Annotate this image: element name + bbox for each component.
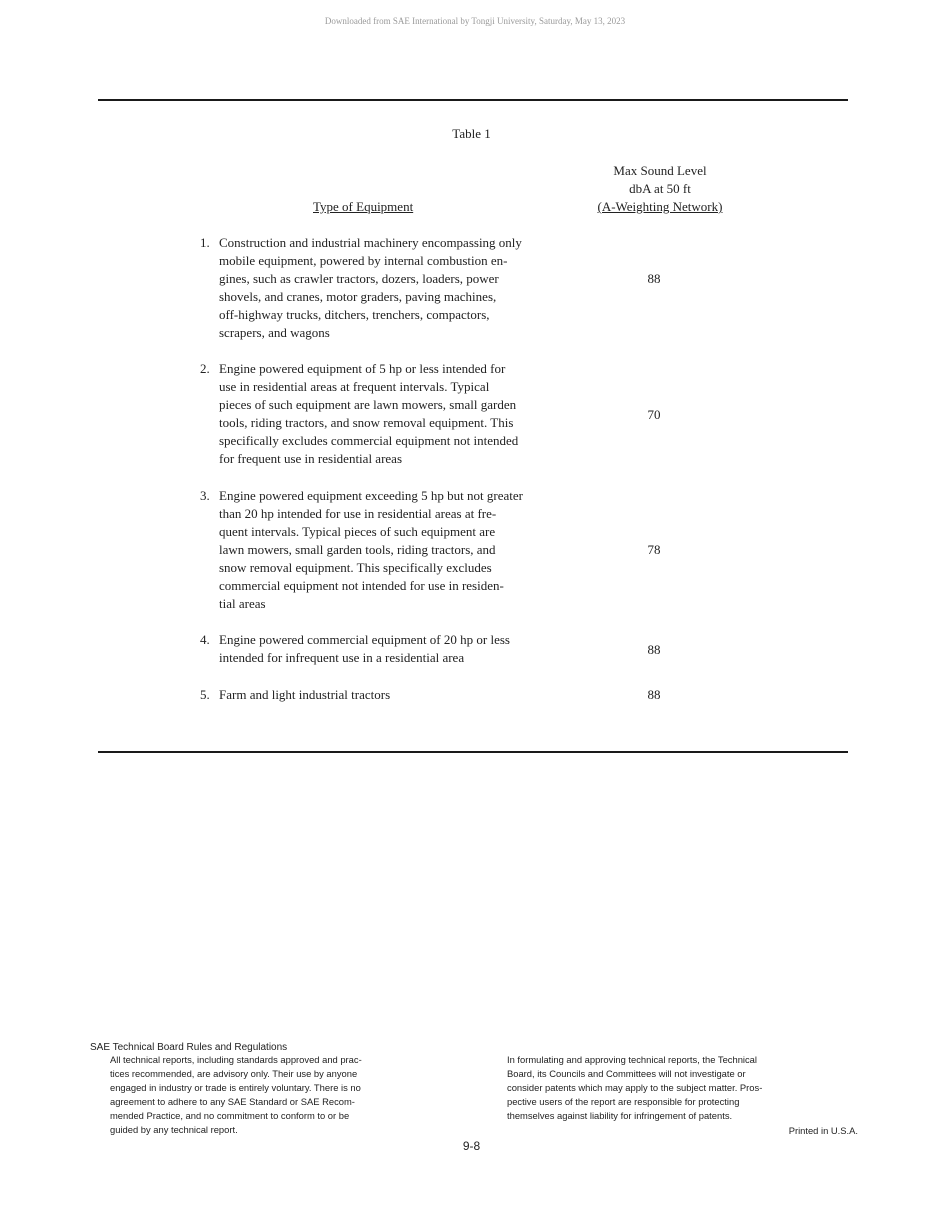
column-header-equipment-type: Type of Equipment xyxy=(313,199,414,214)
table-title: Table 1 xyxy=(452,126,491,141)
row-description xyxy=(219,487,589,613)
description-line: pieces of such equipment are lawn mowers, small garden xyxy=(219,397,517,412)
row-number: 1. xyxy=(200,235,210,250)
row-number: 4. xyxy=(200,632,210,647)
description-line: gines, such as crawler tractors, dozers, loaders, power xyxy=(219,271,499,286)
description-line: Engine powered equipment of 5 hp or less intended for xyxy=(219,361,506,376)
printed-in-note: Printed in U.S.A. xyxy=(788,1125,858,1136)
description-line: Engine powered commercial equipment of 20 hp or less xyxy=(219,632,510,647)
description-line: tools, riding tractors, and snow removal equipment. This xyxy=(219,415,514,430)
footer-line: agreement to adhere to any SAE Standard or SAE Recom- xyxy=(110,1096,355,1107)
row-sound-level: 88 xyxy=(647,642,661,657)
footer-disclaimer-right xyxy=(507,1053,859,1123)
row-sound-level: 78 xyxy=(647,542,661,557)
row-sound-level: 70 xyxy=(647,407,661,422)
row-description xyxy=(219,686,589,704)
description-line: snow removal equipment. This specifically excludes xyxy=(219,560,492,575)
page-number: 9-8 xyxy=(462,1139,481,1153)
column-header-level-line: dbA at 50 ft xyxy=(629,181,691,196)
description-line: Engine powered equipment exceeding 5 hp but not greater xyxy=(219,488,523,503)
description-line: commercial equipment not intended for use in residen- xyxy=(219,578,504,593)
row-number: 2. xyxy=(200,361,210,376)
footer-line: pective users of the report are responsible for protecting xyxy=(507,1096,740,1107)
footer-line: engaged in industry or trade is entirely voluntary. There is no xyxy=(110,1082,361,1093)
top-rule xyxy=(98,99,848,101)
description-line: tial areas xyxy=(219,596,266,611)
description-line: use in residential areas at frequent intervals. Typical xyxy=(219,379,490,394)
description-line: Farm and light industrial tractors xyxy=(219,687,391,702)
download-note: Downloaded from SAE International by Tongji University, Saturday, May 13, 2023 xyxy=(324,16,626,26)
row-sound-level: 88 xyxy=(647,271,661,286)
footer-heading: SAE Technical Board Rules and Regulations xyxy=(90,1042,288,1053)
description-line: lawn mowers, small garden tools, riding tractors, and xyxy=(219,542,496,557)
row-description xyxy=(219,234,589,342)
footer-line: mended Practice, and no commitment to conform to or be xyxy=(110,1110,350,1121)
bottom-rule xyxy=(98,751,848,753)
description-line: for frequent use in residential areas xyxy=(219,451,403,466)
row-sound-level: 88 xyxy=(647,687,661,702)
description-line: specifically excludes commercial equipment not intended xyxy=(219,433,519,448)
row-description xyxy=(219,360,589,468)
footer-line: Board, its Councils and Committees will not investigate or xyxy=(507,1068,746,1079)
row-number: 3. xyxy=(200,488,210,503)
footer-line: In formulating and approving technical reports, the Technical xyxy=(507,1054,757,1065)
column-header-level-line: (A-Weighting Network) xyxy=(597,199,723,214)
row-number: 5. xyxy=(200,687,210,702)
footer-line: themselves against liability for infringement of patents. xyxy=(507,1110,733,1121)
footer-line: consider patents which may apply to the subject matter. Pros- xyxy=(507,1082,763,1093)
row-description xyxy=(219,631,589,667)
description-line: Construction and industrial machinery encompassing only xyxy=(219,235,522,250)
description-line: scrapers, and wagons xyxy=(219,325,330,340)
description-line: than 20 hp intended for use in residential areas at fre- xyxy=(219,506,497,521)
description-line: intended for infrequent use in a residential area xyxy=(219,650,465,665)
footer-line: All technical reports, including standards approved and prac- xyxy=(110,1054,362,1065)
description-line: quent intervals. Typical pieces of such equipment are xyxy=(219,524,496,539)
description-line: off-highway trucks, ditchers, trenchers, compactors, xyxy=(219,307,490,322)
column-header-level-line: Max Sound Level xyxy=(613,163,707,178)
description-line: shovels, and cranes, motor graders, paving machines, xyxy=(219,289,497,304)
footer-disclaimer-left xyxy=(110,1053,462,1137)
footer-line: guided by any technical report. xyxy=(110,1124,238,1135)
description-line: mobile equipment, powered by internal combustion en- xyxy=(219,253,508,268)
column-header-sound-level xyxy=(572,162,748,216)
footer-line: tices recommended, are advisory only. Their use by anyone xyxy=(110,1068,358,1079)
